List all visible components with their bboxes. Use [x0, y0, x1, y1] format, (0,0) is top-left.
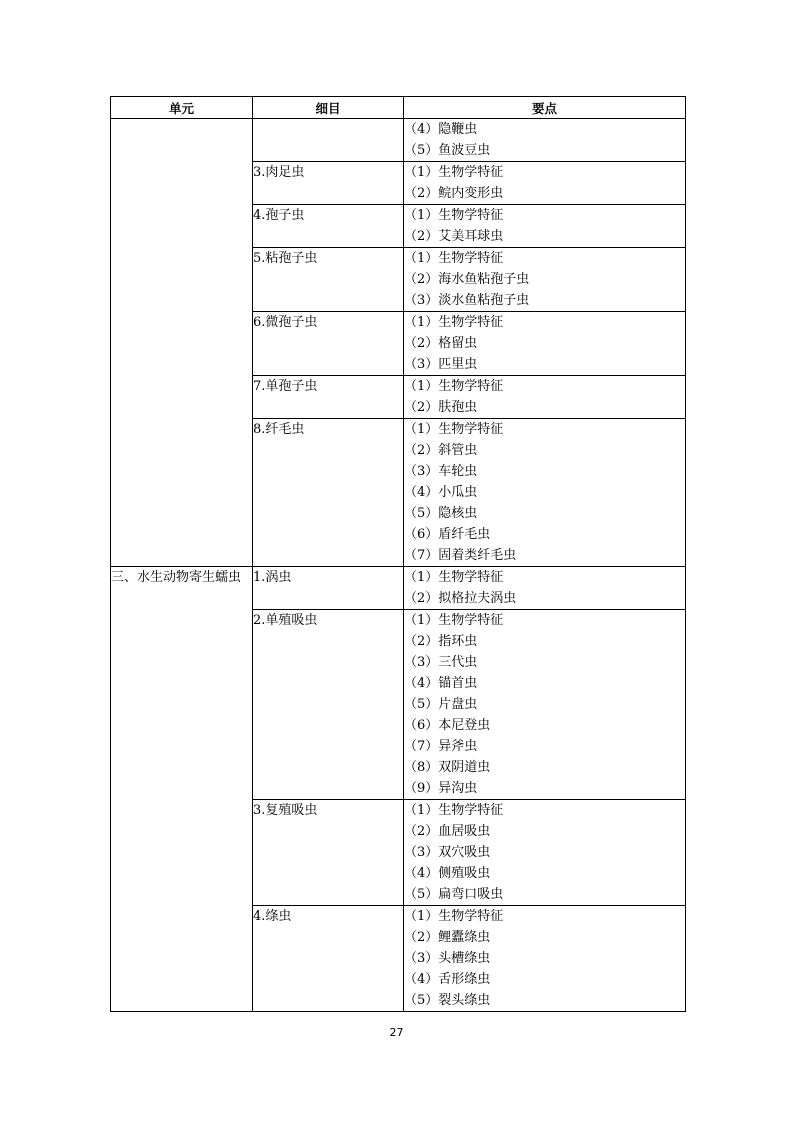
point-line: （3）双穴吸虫: [404, 845, 491, 860]
point-line: （4）侧殖吸虫: [404, 866, 491, 881]
points-cell: [404, 800, 686, 906]
point-line: （3）匹里虫: [404, 357, 478, 372]
point-line: （2）鲤蠹绦虫: [404, 930, 491, 945]
item-cell: [253, 567, 404, 610]
point-line: （2）艾美耳球虫: [404, 229, 504, 244]
point-line: （1）生物学特征: [404, 570, 504, 585]
item-label: 4.绦虫: [253, 909, 292, 924]
item-label: 6.微孢子虫: [253, 315, 318, 330]
point-line: （2）指环虫: [404, 634, 478, 649]
point-line: （2）肤孢虫: [404, 400, 478, 415]
point-line: （7）固着类纤毛虫: [404, 548, 517, 563]
item-label: 3.复殖吸虫: [253, 803, 318, 818]
item-cell: [253, 800, 404, 906]
point-line: （3）车轮虫: [404, 464, 478, 479]
item-cell: [253, 419, 404, 567]
point-line: （2）斜管虫: [404, 443, 478, 458]
points-cell: [404, 906, 686, 1012]
point-line: （1）生物学特征: [404, 315, 504, 330]
points-cell: [404, 567, 686, 610]
item-cell: [253, 162, 404, 205]
point-line: （4）锚首虫: [404, 676, 478, 691]
item-label: 5.粘孢子虫: [253, 251, 318, 266]
item-cell: [253, 119, 404, 162]
table-body: [111, 119, 686, 1012]
unit-cell: [111, 567, 253, 1012]
item-cell: [253, 312, 404, 376]
point-line: （2）鲩内变形虫: [404, 186, 504, 201]
point-line: （5）鱼波豆虫: [404, 143, 491, 158]
item-cell: [253, 248, 404, 312]
syllabus-table: [110, 96, 686, 1012]
header-points: 要点: [404, 97, 686, 119]
item-label: 8.纤毛虫: [253, 422, 305, 437]
table-row: [111, 119, 686, 162]
header-unit: 单元: [111, 97, 253, 119]
item-cell: [253, 205, 404, 248]
point-line: （1）生物学特征: [404, 803, 504, 818]
item-label: 1.涡虫: [253, 570, 292, 585]
point-line: （6）盾纤毛虫: [404, 527, 491, 542]
points-cell: [404, 248, 686, 312]
point-line: （1）生物学特征: [404, 251, 504, 266]
point-line: （2）拟格拉夫涡虫: [404, 591, 517, 606]
point-line: （4）小瓜虫: [404, 485, 478, 500]
item-label: 3.肉足虫: [253, 165, 305, 180]
points-cell: [404, 376, 686, 419]
item-cell: [253, 610, 404, 800]
point-line: （2）海水鱼粘孢子虫: [404, 272, 530, 287]
point-line: （5）片盘虫: [404, 697, 478, 712]
page-number: 27: [389, 1026, 404, 1039]
point-line: （1）生物学特征: [404, 165, 504, 180]
header-item: 细目: [253, 97, 404, 119]
item-cell: [253, 906, 404, 1012]
points-cell: [404, 419, 686, 567]
point-line: （1）生物学特征: [404, 208, 504, 223]
point-line: （5）裂头绦虫: [404, 993, 491, 1008]
item-label: 7.单孢子虫: [253, 379, 318, 394]
point-line: （8）双阴道虫: [404, 760, 491, 775]
point-line: （1）生物学特征: [404, 422, 504, 437]
item-label: [253, 119, 403, 140]
item-cell: [253, 376, 404, 419]
unit-label: 三、水生动物寄生蠕虫: [111, 570, 242, 585]
point-line: （2）血居吸虫: [404, 824, 491, 839]
point-line: （1）生物学特征: [404, 613, 504, 628]
points-cell: [404, 162, 686, 205]
point-line: （5）扁弯口吸虫: [404, 887, 504, 902]
point-line: （2）格留虫: [404, 336, 478, 351]
point-line: （3）淡水鱼粘孢子虫: [404, 293, 530, 308]
table-header-row: [111, 97, 686, 119]
item-label: 4.孢子虫: [253, 208, 305, 223]
point-line: （5）隐核虫: [404, 506, 478, 521]
point-line: （1）生物学特征: [404, 379, 504, 394]
point-line: （9）异沟虫: [404, 781, 478, 796]
point-line: （7）异斧虫: [404, 739, 478, 754]
points-cell: [404, 119, 686, 162]
point-line: （3）头槽绦虫: [404, 951, 491, 966]
point-line: （4）隐鞭虫: [404, 122, 478, 137]
item-label: 2.单殖吸虫: [253, 613, 318, 628]
points-cell: [404, 610, 686, 800]
point-line: （4）舌形绦虫: [404, 972, 491, 987]
points-cell: [404, 205, 686, 248]
table-row: [111, 567, 686, 610]
point-line: （6）本尼登虫: [404, 718, 491, 733]
points-cell: [404, 312, 686, 376]
point-line: （3）三代虫: [404, 655, 478, 670]
unit-cell: [111, 119, 253, 567]
point-line: （1）生物学特征: [404, 909, 504, 924]
